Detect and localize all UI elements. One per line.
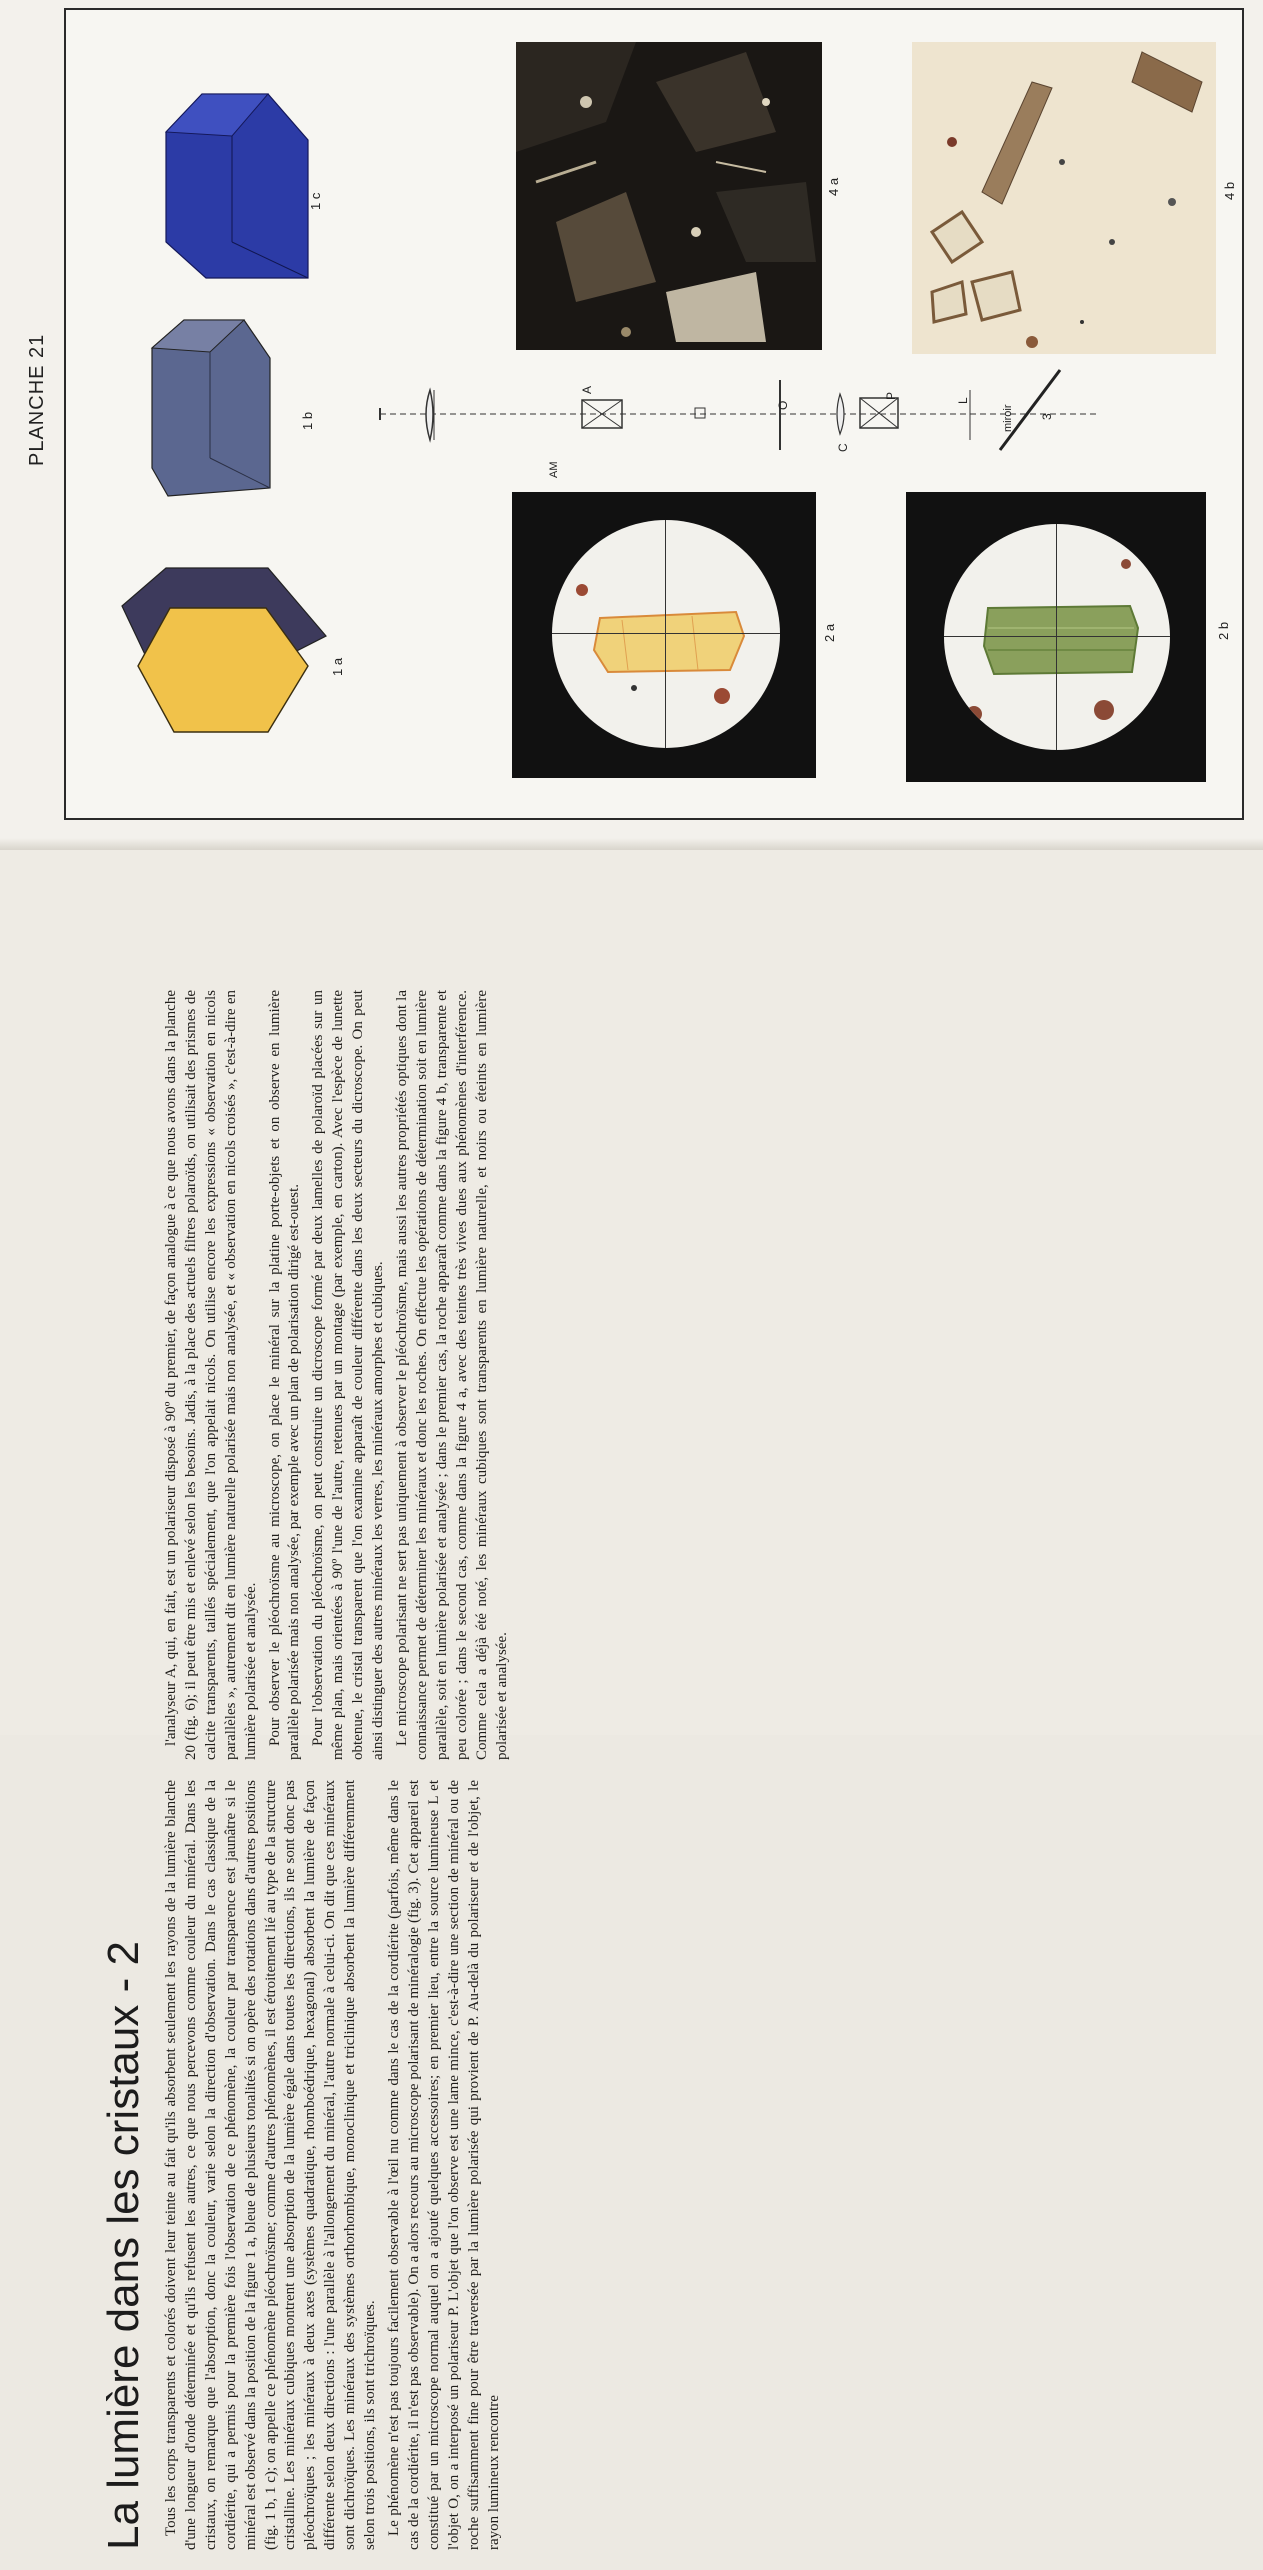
paragraph: Le microscope polarisant ne sert pas uniquement à observer le pléochroïsme, mais aussi les autres propriétés optiques dont la connaissance permet de déterminer les minéraux et donc les roches. On effectue les opérations de détermination soit en lumière parallèle, soit en lumière polarisée et analysée ; dans le premier cas, la roche apparaît comme dans la figure 4 b, transparente et peu colorée ; dans le second cas, comme dans la figure 4 a, avec des teintes très vives dues aux phénomènes d'interférence. Comme cela a déjà été noté, les minéraux cubiques sont transparents en lumière naturelle, et noirs ou éteints en lumière polarisée et analysée. <box>393 990 510 1760</box>
paragraph: l'analyseur A, qui, en fait, est un polariseur disposé à 90º du premier, de façon analogue à ce que nous avons dans la planche 20 (fig. 6); il peut être mis et enlevé selon les besoins. Jadis, à la place des actuels filtres polaroïds, on utilisait des prismes de calcite transparents, taillés spécialement, que l'on appelait nicols. On utilise encore les expressions « observation en nicols parallèles », autrement dit en lumière naturelle polarisée mais non analysée, et « observation en nicols croisés », c'est-à-dire en lumière polarisée et analysée. <box>163 990 259 1760</box>
label-object: O <box>776 400 790 410</box>
label-mirror: miroir <box>1002 404 1014 432</box>
label-am: AM <box>548 461 560 478</box>
label-4b: 4 b <box>1222 181 1237 200</box>
label-1c: 1 c <box>308 192 323 210</box>
label-condenser: C <box>836 443 850 452</box>
crystal-1b <box>148 318 274 500</box>
label-2a: 2 a <box>822 623 837 642</box>
thin-section-4b <box>912 42 1216 354</box>
label-4a: 4 a <box>826 177 841 196</box>
paragraph: Le phénomène n'est pas toujours facilement observable à l'œil nu comme dans le cas de la cordiérite (parfois, même dans le cas de la cordiérite, il n'est pas observable). On a alors recours au microscope polarisant de minéralogie (fig. 3). Cet appareil est constitué par un microscope normal auquel on a ajouté quelques accessoires; en premier lieu, entre la source lumineuse L et l'objet O, on a interposé un polariseur P. L'objet que l'on observe est une lame mince, c'est-à-dire une section de minéral ou de roche suffisamment fine pour être traversée par la lumière polarisée qui provient de P. Au-delà du polariseur et de l'objet, le rayon lumineux rencontre <box>385 1780 502 2550</box>
paragraph: Pour observer le pléochroïsme au microscope, on place le minéral sur la platine porte-objets et on observe en lumière parallèle polarisée mais non analysée, par exemple avec un plan de polarisation dirigé est-ouest. <box>266 990 303 1760</box>
label-3: 3 <box>1040 413 1054 420</box>
text-page <box>0 850 1263 2550</box>
label-light: L <box>956 397 970 404</box>
scope-view-2a <box>512 492 816 778</box>
page-title: La lumière dans les cristaux - 2 <box>99 1941 149 2550</box>
microscope-diagram <box>360 350 1160 470</box>
label-1a: 1 a <box>330 657 345 676</box>
label-analyzer: A <box>580 385 594 394</box>
crystal-1a <box>118 566 330 736</box>
text-column-1 <box>162 1780 1182 2550</box>
paragraph: Tous les corps transparents et colorés doivent leur teinte au fait qu'ils absorbent seulement les rayons de la lumière blanche d'une longueur d'onde déterminée et qu'ils refusent les autres, ce que nous percevons comme couleur du minéral. Dans les cristaux, on remarque que l'absorption, donc la couleur, varie selon la direction d'observation. Dans le cas classique de la cordiérite, qui a permis pour la première fois l'observation de ce phénomène, la couleur par transparence est jaunâtre si le minéral est observé dans la position de la figure 1 a, bleue de plusieurs tonalités si on opère des rotations dans d'autres positions (fig. 1 b, 1 c); on appelle ce phénomène pléochroïsme; comme d'autres phénomènes, il est étroitement lié au type de la structure cristalline. Les minéraux cubiques montrent une absorption de la lumière égale dans toutes les directions, ils ne sont donc pas pléochroïques ; les minéraux à deux axes (systèmes quadratique, rhomboédrique, hexagonal) absorbent la lumière de façon différente selon deux directions : l'une parallèle à l'allongement du minéral, l'autre normale à celui-ci. On dit que ces minéraux sont dichroïques. Les minéraux des systèmes orthorhombique, monoclinique et triclinique absorbent la lumière différemment selon trois positions, ils sont trichroïques. <box>163 1780 379 2550</box>
crystal-1c <box>162 92 312 284</box>
mineral-2a <box>552 520 780 748</box>
label-polarizer: P <box>884 391 898 400</box>
text-column-2 <box>162 990 1182 1760</box>
mineral-2b <box>944 524 1170 750</box>
thin-section-4a <box>516 42 822 350</box>
label-2b: 2 b <box>1216 621 1231 640</box>
paragraph: Pour l'observation du pléochroïsme, on peut construire un dicroscope formé par deux lamelles de polaroïd placées sur un même plan, mais orientées à 90º l'une de l'autre, retenues par un montage (par exemple, en carton). Avec l'espèce de lunette obtenue, le cristal transparent que l'on examine apparaît de couleur différente dans les deux secteurs du dicroscope. On peut ainsi distinguer des autres minéraux les verres, les minéraux amorphes et cubiques. <box>310 990 387 1760</box>
plate-title: PLANCHE 21 <box>26 333 48 466</box>
scope-view-2b <box>906 492 1206 782</box>
plate-page <box>0 0 1263 850</box>
label-1b: 1 b <box>300 411 315 430</box>
